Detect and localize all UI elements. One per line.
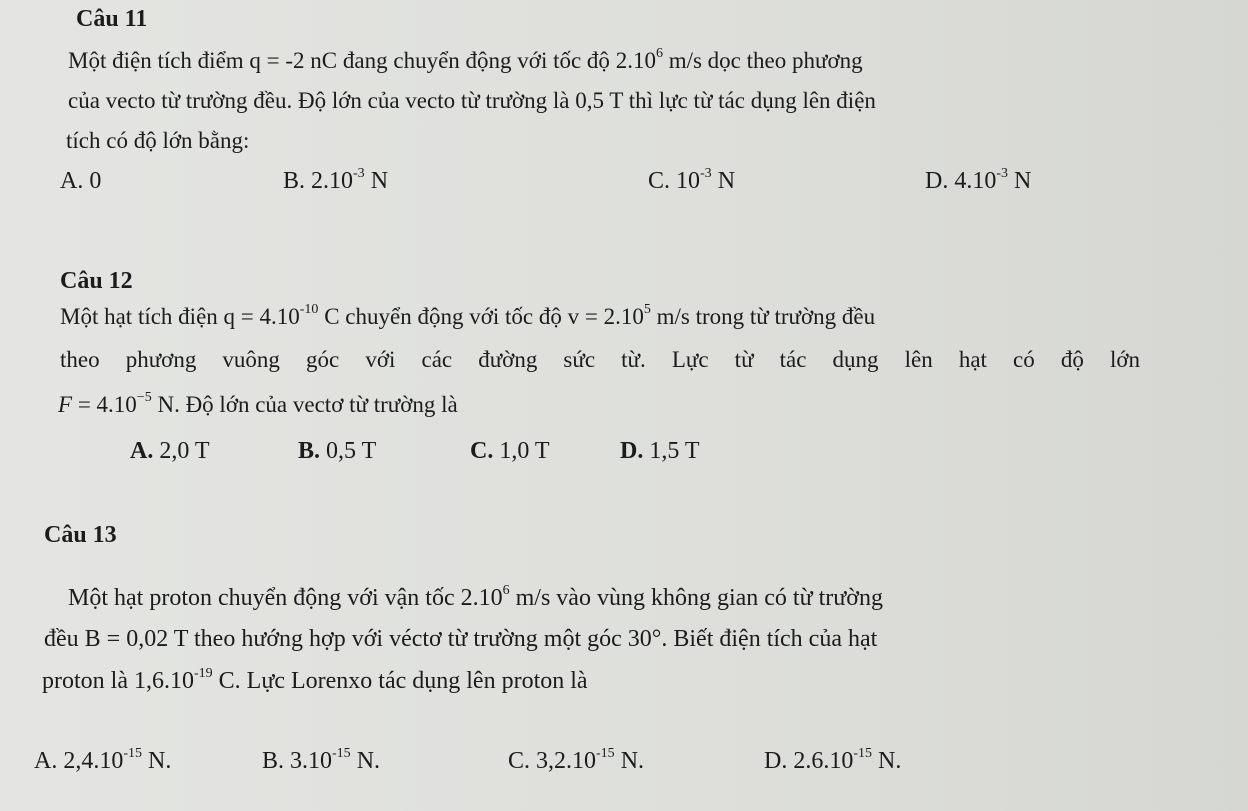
- option-c: C. 1,0 T: [470, 438, 550, 464]
- option-b: B. $2.10^{-3}$ N: [283, 166, 389, 194]
- question-line: Một điện tích điểm q = -2 nC đang chuyển động với tốc độ 2.10$^6$ m/s dọc theo phương: [68, 46, 863, 73]
- question-line: theo phương vuông góc với các đường sức từ. Lực từ tác dụng lên hạt có độ lớn: [60, 347, 1140, 372]
- option-d: D. $2.6.10^{-15}$ N.: [764, 746, 902, 774]
- option-d: D. 1,5 T: [620, 438, 700, 464]
- option-a: A. $2,4.10^{-15}$ N.: [34, 746, 172, 774]
- question-line: proton là $1,6.10^{-19}$ C. Lực Lorenxo tác dụng lên proton là: [42, 666, 588, 694]
- option-b: B. $3.10^{-15}$ N.: [262, 746, 381, 774]
- question-line: của vecto từ trường đều. Độ lớn của vecto từ trường là 0,5 T thì lực từ tác dụng lên điện: [68, 88, 876, 113]
- question-line: Một hạt tích điện $q = 4.10^{-10}$ C chuyển động với tốc độ $v = 2.10^5$ m/s trong từ trường đều: [60, 302, 876, 329]
- option-a: A. 0: [60, 168, 102, 194]
- option-b: B. 0,5 T: [298, 438, 377, 464]
- question-title: Câu 11: [76, 6, 148, 32]
- option-c: C. $3,2.10^{-15}$ N.: [508, 746, 645, 774]
- question-line: Một hạt proton chuyển động với vận tốc 2.10$^6$ m/s vào vùng không gian có từ trường: [68, 583, 883, 611]
- question-line: $F = 4.10^{-5}$ N. Độ lớn của vectơ từ trường là: [58, 390, 458, 417]
- option-c: C. $10^{-3}$ N: [648, 166, 736, 194]
- option-d: D. $4.10^{-3}$ N: [925, 166, 1032, 194]
- option-a: A. 2,0 T: [130, 438, 210, 464]
- question-title: Câu 13: [44, 522, 117, 548]
- question-title: Câu 12: [60, 268, 133, 294]
- question-line: đều B = 0,02 T theo hướng hợp với véctơ từ trường một góc 30°. Biết điện tích của hạt: [44, 626, 878, 652]
- question-line: tích có độ lớn bằng:: [66, 128, 250, 153]
